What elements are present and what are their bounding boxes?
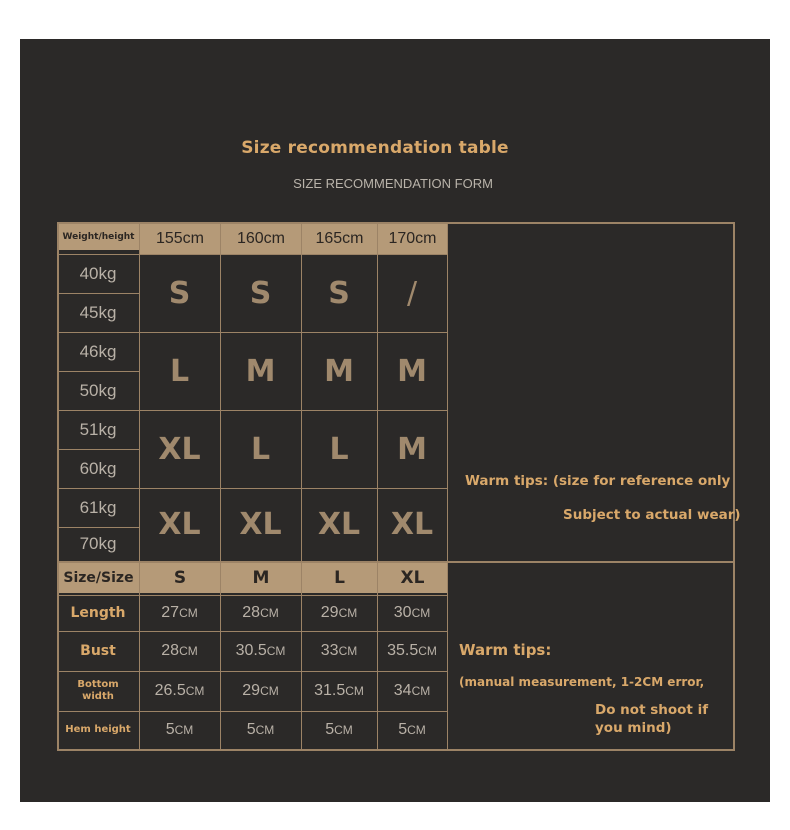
- measure-number: 33: [320, 642, 339, 659]
- size-header-0: S: [140, 563, 220, 593]
- measure-value-r1-c3: [377, 631, 447, 671]
- measure-label-1: Bust: [80, 643, 116, 659]
- weight-table-tip-line-1: Warm tips: (size for reference only: [465, 473, 731, 489]
- size-letter-g0-c0: S: [168, 275, 191, 311]
- corner-label-size: Size/Size: [58, 563, 139, 593]
- measure-label-line: Bottom: [77, 679, 119, 690]
- grid-row-8: [57, 527, 139, 528]
- measure-value-r3-c2: [301, 711, 377, 749]
- measure-number: 5: [325, 721, 335, 738]
- height-header-3: 170cm: [378, 224, 447, 254]
- grid-row-7: [57, 488, 447, 489]
- measure-value-r2-c0: [139, 671, 220, 711]
- grid-row-6: [57, 449, 139, 450]
- measure-number: 28: [161, 642, 180, 659]
- weight-label-4: 51kg: [79, 419, 117, 439]
- grid-row-3: [57, 332, 447, 333]
- grid-row-5: [57, 410, 447, 411]
- measure-value-r3-c3: [377, 711, 447, 749]
- grid-outer-bottom: [57, 749, 735, 751]
- page-title: Size recommendation table: [241, 138, 509, 158]
- measure-value-r2-c2: [301, 671, 377, 711]
- measure-number: 5: [398, 721, 408, 738]
- measure-value-r0-c0: [139, 595, 220, 631]
- size-header-2: L: [302, 563, 377, 593]
- measure-value-r1-c1: [220, 631, 301, 671]
- measure-number: 35.5: [387, 642, 419, 659]
- measure-number: 31.5: [314, 682, 346, 699]
- measure-number: 26.5: [154, 682, 186, 699]
- measure-number: 29: [242, 682, 261, 699]
- corner-label-weight-height: Weight/height: [58, 224, 139, 250]
- grid-col-2: [220, 222, 221, 749]
- measure-unit: CM: [174, 723, 194, 737]
- measure-unit: CM: [418, 644, 437, 658]
- measure-unit: CM: [179, 644, 198, 658]
- measure-number: 5: [246, 721, 256, 738]
- size-letter-g1-c0: L: [169, 353, 190, 389]
- measure-number: 34: [393, 682, 412, 699]
- measure-number: 29: [320, 604, 339, 621]
- size-letter-g1-c3: M: [397, 353, 427, 389]
- size-letter-g2-c3: M: [397, 431, 427, 467]
- measure-table-tip-line-2: (manual measurement, 1-2CM error,: [459, 675, 705, 689]
- measure-unit: CM: [266, 644, 286, 658]
- size-letter-g0-c2: S: [328, 275, 350, 311]
- measure-label-3: Hem height: [65, 724, 131, 735]
- weight-table-tip-line-2: Subject to actual wear): [563, 507, 741, 523]
- grid-col-1: [139, 222, 140, 749]
- size-letter-g3-c3: XL: [390, 507, 434, 542]
- measure-unit: CM: [185, 684, 205, 698]
- grid-outer-right: [733, 222, 735, 749]
- height-header-1: 160cm: [221, 224, 301, 254]
- grid-mrow-11: [57, 631, 447, 632]
- measure-value-r0-c2: [301, 595, 377, 631]
- size-letter-g3-c0: XL: [158, 507, 201, 542]
- measure-label-line: width: [82, 691, 114, 702]
- measure-unit: CM: [260, 684, 279, 698]
- size-letter-g3-c2: XL: [317, 507, 361, 542]
- measure-unit: CM: [334, 723, 353, 737]
- weight-label-2: 46kg: [79, 341, 117, 361]
- measure-value-r0-c1: [220, 595, 301, 631]
- measure-unit: CM: [411, 684, 431, 698]
- measure-unit: CM: [338, 606, 358, 620]
- grid-row-4: [57, 371, 139, 372]
- measure-number: 27: [161, 604, 180, 621]
- size-letter-g1-c1: M: [245, 353, 276, 389]
- measure-value-r3-c1: [220, 711, 301, 749]
- weight-label-6: 61kg: [79, 497, 117, 517]
- measure-unit: CM: [411, 606, 431, 620]
- measure-label-2: [57, 671, 139, 711]
- measure-unit: CM: [345, 684, 364, 698]
- size-header-1: M: [221, 563, 301, 593]
- grid-outer-top: [57, 222, 733, 224]
- measure-value-r1-c0: [139, 631, 220, 671]
- grid-outer-left: [57, 222, 59, 749]
- size-letter-g3-c1: XL: [239, 507, 282, 542]
- page-subtitle: SIZE RECOMMENDATION FORM: [293, 176, 493, 191]
- grid-col-4: [377, 222, 378, 749]
- measure-value-r0-c3: [377, 595, 447, 631]
- size-letter-g2-c0: XL: [158, 431, 201, 467]
- measure-table-tip-line-3: Do not shoot if: [595, 702, 709, 718]
- measure-unit: CM: [260, 606, 279, 620]
- height-header-0: 155cm: [140, 224, 220, 254]
- grid-row-1: [57, 254, 447, 255]
- measure-table-tip-line-1: Warm tips:: [459, 641, 552, 659]
- weight-label-1: 45kg: [79, 302, 117, 322]
- measure-number: 28: [242, 604, 261, 621]
- measure-unit: CM: [255, 723, 275, 737]
- measure-unit: CM: [179, 606, 198, 620]
- measure-value-r3-c0: [139, 711, 220, 749]
- measure-table-tip-line-4: you mind): [595, 720, 672, 736]
- measure-number: 5: [165, 721, 175, 738]
- size-letter-g0-c3: /: [406, 275, 418, 311]
- weight-label-7: 70kg: [79, 534, 117, 553]
- measure-number: 30.5: [235, 642, 267, 659]
- measure-unit: CM: [338, 644, 358, 658]
- grid-section-divider: [57, 561, 733, 563]
- height-header-2: 165cm: [302, 224, 377, 254]
- grid-mrow-13: [57, 711, 447, 712]
- grid-row-2: [57, 293, 139, 294]
- measure-value-r1-c2: [301, 631, 377, 671]
- size-letter-g0-c1: S: [249, 275, 272, 311]
- size-letter-g1-c2: M: [324, 353, 354, 389]
- measure-value-r2-c1: [220, 671, 301, 711]
- weight-label-3: 50kg: [79, 380, 117, 400]
- measure-unit: CM: [407, 723, 426, 737]
- measure-value-r2-c3: [377, 671, 447, 711]
- size-letter-g2-c1: L: [250, 431, 271, 467]
- measure-number: 30: [393, 604, 412, 621]
- weight-label-0: 40kg: [79, 263, 117, 283]
- measure-label-0: Length: [70, 605, 126, 621]
- grid-mrow-10: [57, 595, 447, 596]
- grid-col-5: [447, 222, 448, 749]
- size-header-3: XL: [378, 563, 447, 593]
- size-letter-g2-c2: L: [329, 431, 349, 467]
- weight-label-5: 60kg: [79, 458, 117, 478]
- grid-col-3: [301, 222, 302, 749]
- grid-mrow-12: [57, 671, 447, 672]
